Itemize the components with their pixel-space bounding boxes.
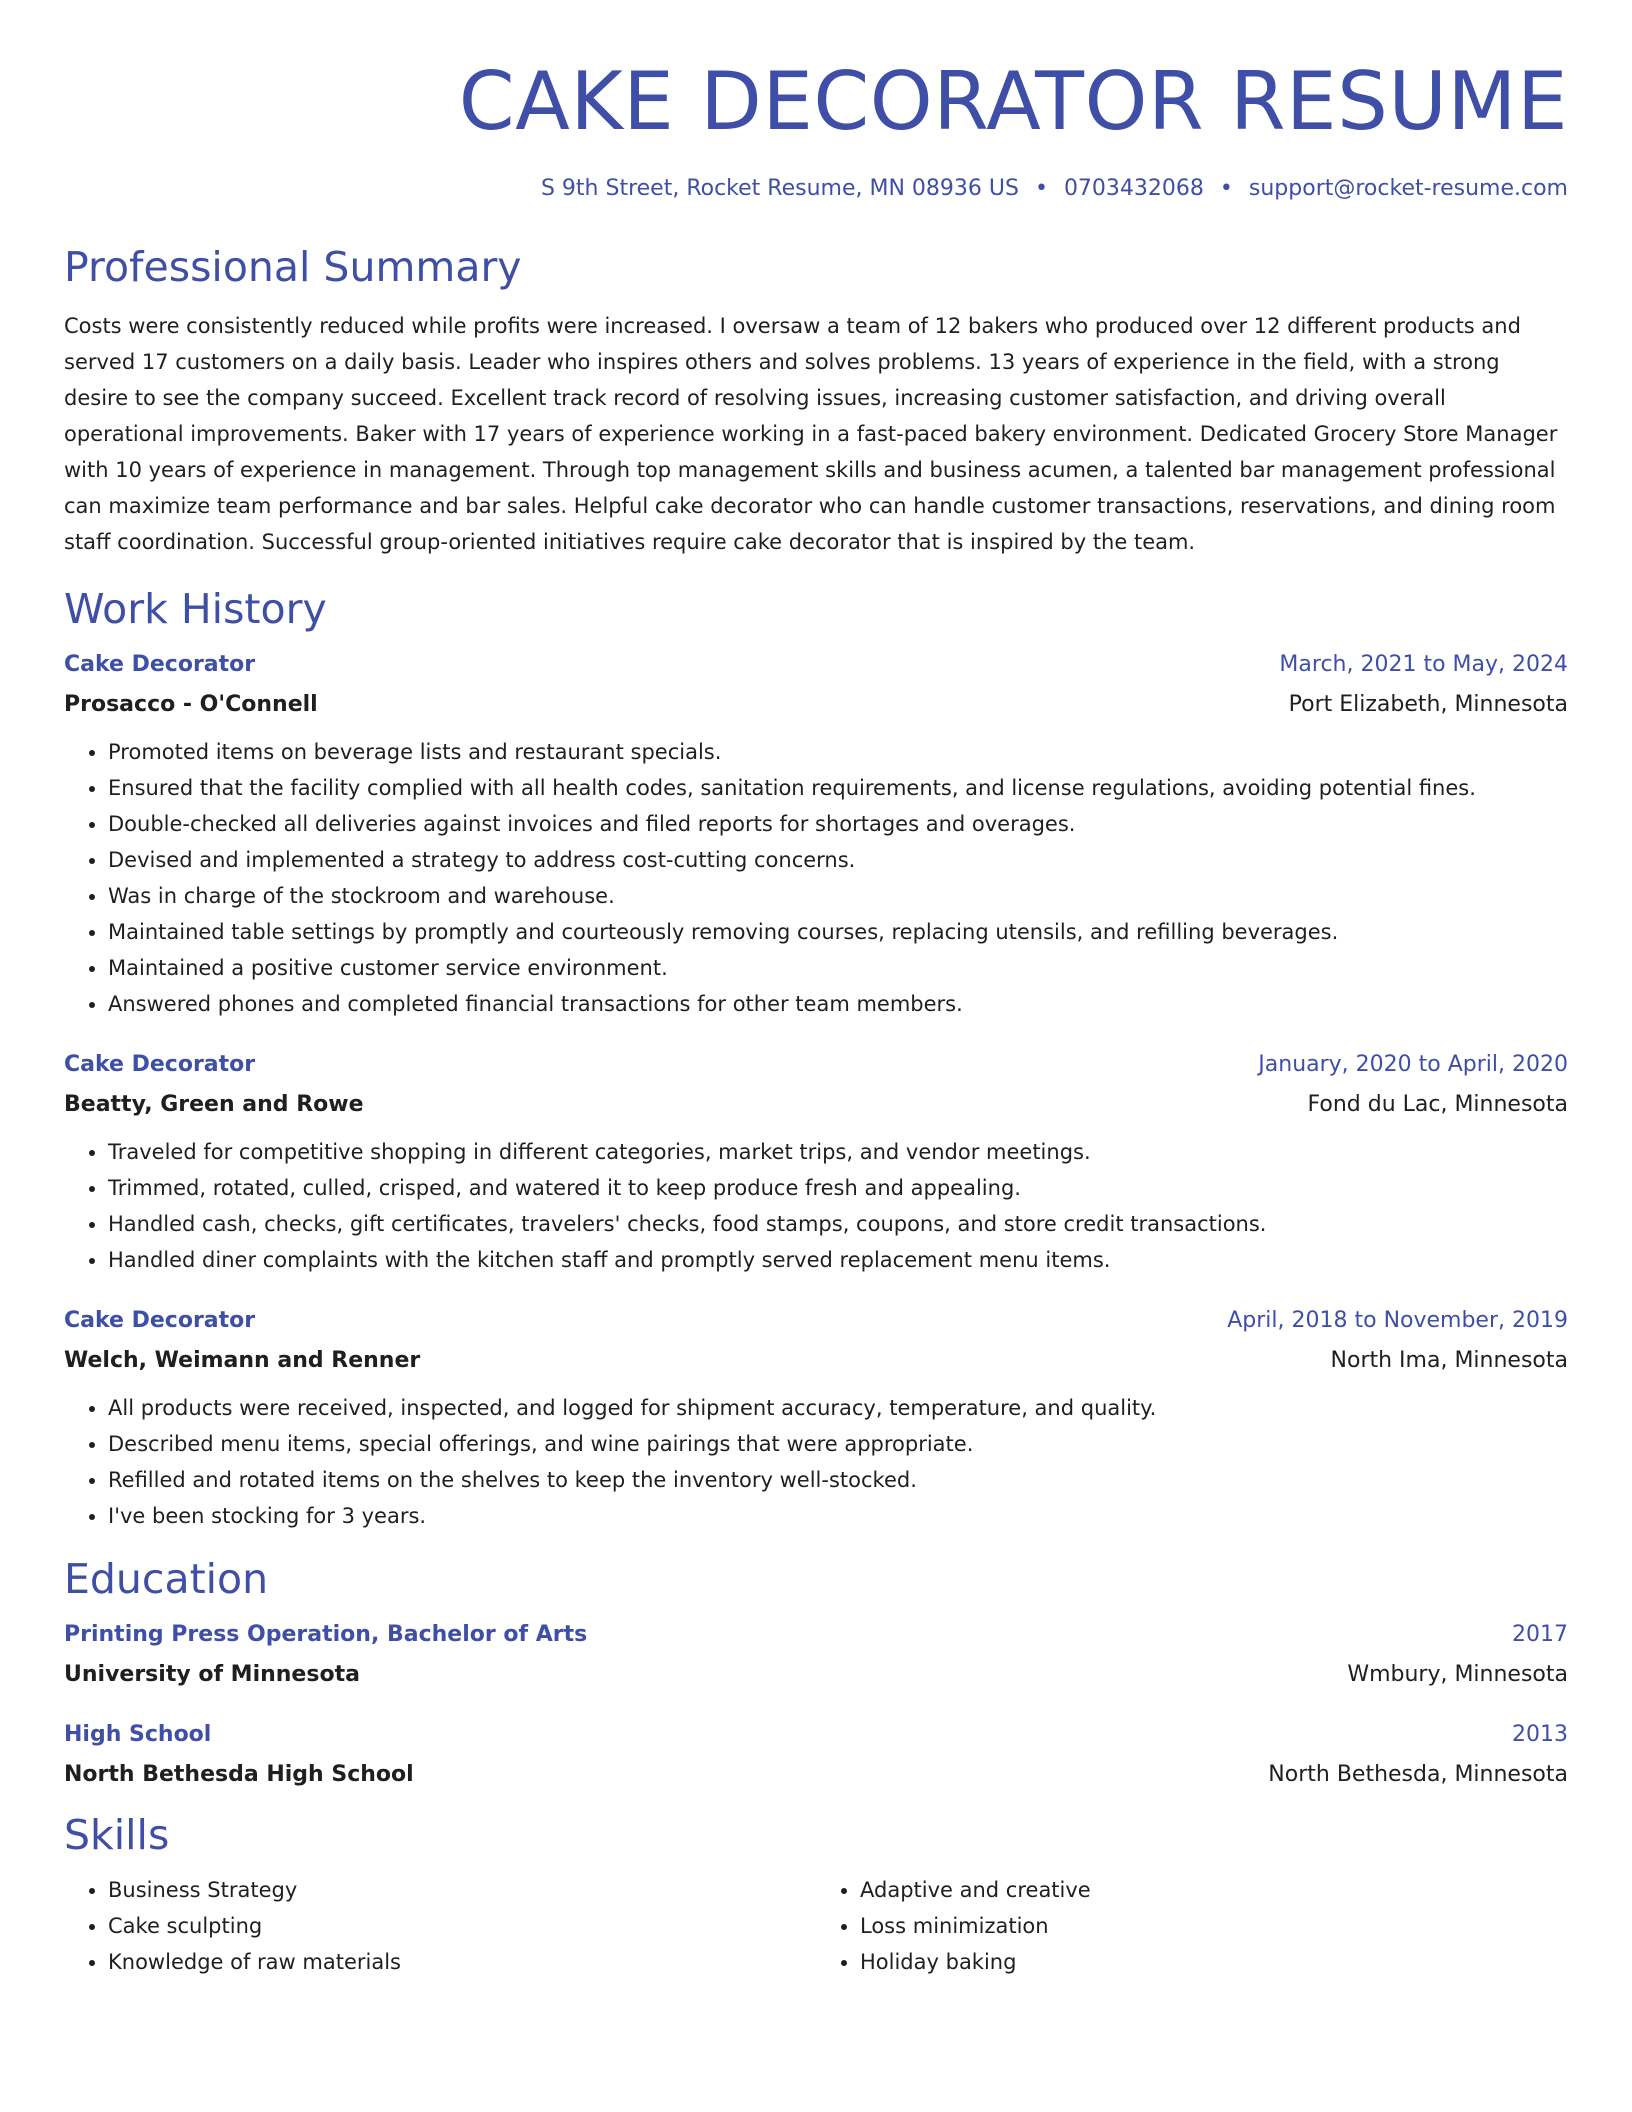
list-item: • Handled diner complaints with the kitchen staff and promptly served replacement menu items. [108, 1242, 1568, 1278]
school-location: Wmbury, Minnesota [1347, 1662, 1568, 1687]
section-title-education: Education [64, 1555, 269, 1603]
address: S 9th Street, Rocket Resume, MN 08936 US [540, 176, 1019, 201]
list-item: • Trimmed, rotated, culled, crisped, and watered it to keep produce fresh and appealing. [108, 1170, 1568, 1206]
job-bullets [64, 1134, 1568, 1278]
job-dates: January, 2020 to April, 2020 [1258, 1052, 1568, 1077]
skill-item: • Business Strategy [108, 1872, 816, 1908]
section-title-summary: Professional Summary [64, 243, 522, 291]
list-item: • Ensured that the facility complied with all health codes, sanitation requirements, and license regulations, avoiding potential fines. [108, 770, 1568, 806]
list-item: • Devised and implemented a strategy to address cost-cutting concerns. [108, 842, 1568, 878]
education-header-row [64, 1720, 1568, 1750]
school-name: North Bethesda High School [64, 1762, 414, 1787]
education-year: 2017 [1512, 1622, 1568, 1647]
skill-item: • Adaptive and creative [860, 1872, 1568, 1908]
job-entry [64, 1050, 1568, 1278]
education-entry [64, 1720, 1568, 1790]
job-bullets [64, 734, 1568, 1022]
list-item: • Promoted items on beverage lists and restaurant specials. [108, 734, 1568, 770]
separator-dot: • [1034, 176, 1048, 201]
job-company-row [64, 690, 1568, 720]
list-item: • Was in charge of the stockroom and warehouse. [108, 878, 1568, 914]
job-header-row [64, 650, 1568, 680]
education-school-row [64, 1760, 1568, 1790]
list-item: • Described menu items, special offerings, and wine pairings that were appropriate. [108, 1426, 1568, 1462]
job-dates: April, 2018 to November, 2019 [1227, 1308, 1568, 1333]
education-entry [64, 1620, 1568, 1690]
separator-dot: • [1219, 176, 1233, 201]
job-header-row [64, 1306, 1568, 1336]
resume-header [64, 52, 1568, 204]
email: support@rocket-resume.com [1248, 176, 1568, 201]
job-company: Welch, Weimann and Renner [64, 1348, 421, 1373]
list-item: • Handled cash, checks, gift certificates, travelers' checks, food stamps, coupons, and store credit transactions. [108, 1206, 1568, 1242]
phone: 0703432068 [1063, 176, 1204, 201]
skill-item: • Knowledge of raw materials [108, 1944, 816, 1980]
school-location: North Bethesda, Minnesota [1268, 1762, 1568, 1787]
section-title-work-history: Work History [64, 585, 327, 633]
list-item: • Traveled for competitive shopping in different categories, market trips, and vendor meetings. [108, 1134, 1568, 1170]
list-item: • Maintained table settings by promptly and courteously removing courses, replacing utensils, and refilling beverages. [108, 914, 1568, 950]
job-location: North Ima, Minnesota [1330, 1348, 1568, 1373]
job-company-row [64, 1346, 1568, 1376]
education-school-row [64, 1660, 1568, 1690]
list-item: • Maintained a positive customer service environment. [108, 950, 1568, 986]
education-year: 2013 [1512, 1722, 1568, 1747]
list-item: • I've been stocking for 3 years. [108, 1498, 1568, 1534]
list-item: • Double-checked all deliveries against invoices and filed reports for shortages and overages. [108, 806, 1568, 842]
list-item: • All products were received, inspected, and logged for shipment accuracy, temperature, and quality. [108, 1390, 1568, 1426]
skill-item: • Holiday baking [860, 1944, 1568, 1980]
job-dates: March, 2021 to May, 2024 [1279, 652, 1568, 677]
list-item: • Refilled and rotated items on the shelves to keep the inventory well-stocked. [108, 1462, 1568, 1498]
job-entry [64, 1306, 1568, 1534]
education-header-row [64, 1620, 1568, 1650]
degree: High School [64, 1722, 212, 1747]
job-role: Cake Decorator [64, 1308, 256, 1333]
job-role: Cake Decorator [64, 1052, 256, 1077]
job-header-row [64, 1050, 1568, 1080]
resume-title: CAKE DECORATOR RESUME [458, 55, 1568, 148]
skills-column-right [816, 1872, 1568, 1980]
school-name: University of Minnesota [64, 1662, 360, 1687]
skills-column-left [64, 1872, 816, 1980]
job-role: Cake Decorator [64, 652, 256, 677]
job-entry [64, 650, 1568, 1022]
job-company: Beatty, Green and Rowe [64, 1092, 364, 1117]
list-item: • Answered phones and completed financial transactions for other team members. [108, 986, 1568, 1022]
skills-list [64, 1866, 1568, 1980]
job-location: Port Elizabeth, Minnesota [1288, 692, 1568, 717]
section-title-skills: Skills [64, 1811, 170, 1859]
skill-item: • Loss minimization [860, 1908, 1568, 1944]
job-company: Prosacco - O'Connell [64, 692, 318, 717]
contact-line [64, 174, 1568, 204]
job-company-row [64, 1090, 1568, 1120]
summary-text: Costs were consistently reduced while profits were increased. I oversaw a team of 12 bakers who produced over 12 different products and served 17 customers on a daily basis. Leader who inspires others and solves problems. 13 years of experience in the field, with a strong desire to see the company succeed. Excellent track record of resolving issues, increasing customer satisfaction, and driving overall operational improvements. Baker with 17 years of experience working in a fast-paced bakery environment. Dedicated Grocery Store Manager with 10 years of experience in management. Through top management skills and business acumen, a talented bar management professional can maximize team performance and bar sales. Helpful cake decorator who can handle customer transactions, reservations, and dining room staff coordination. Successful group-oriented initiatives require cake decorator that is inspired by the team. [64, 314, 1558, 554]
degree: Printing Press Operation, Bachelor of Arts [64, 1622, 588, 1647]
job-location: Fond du Lac, Minnesota [1307, 1092, 1568, 1117]
job-bullets [64, 1390, 1568, 1534]
skill-item: • Cake sculpting [108, 1908, 816, 1944]
